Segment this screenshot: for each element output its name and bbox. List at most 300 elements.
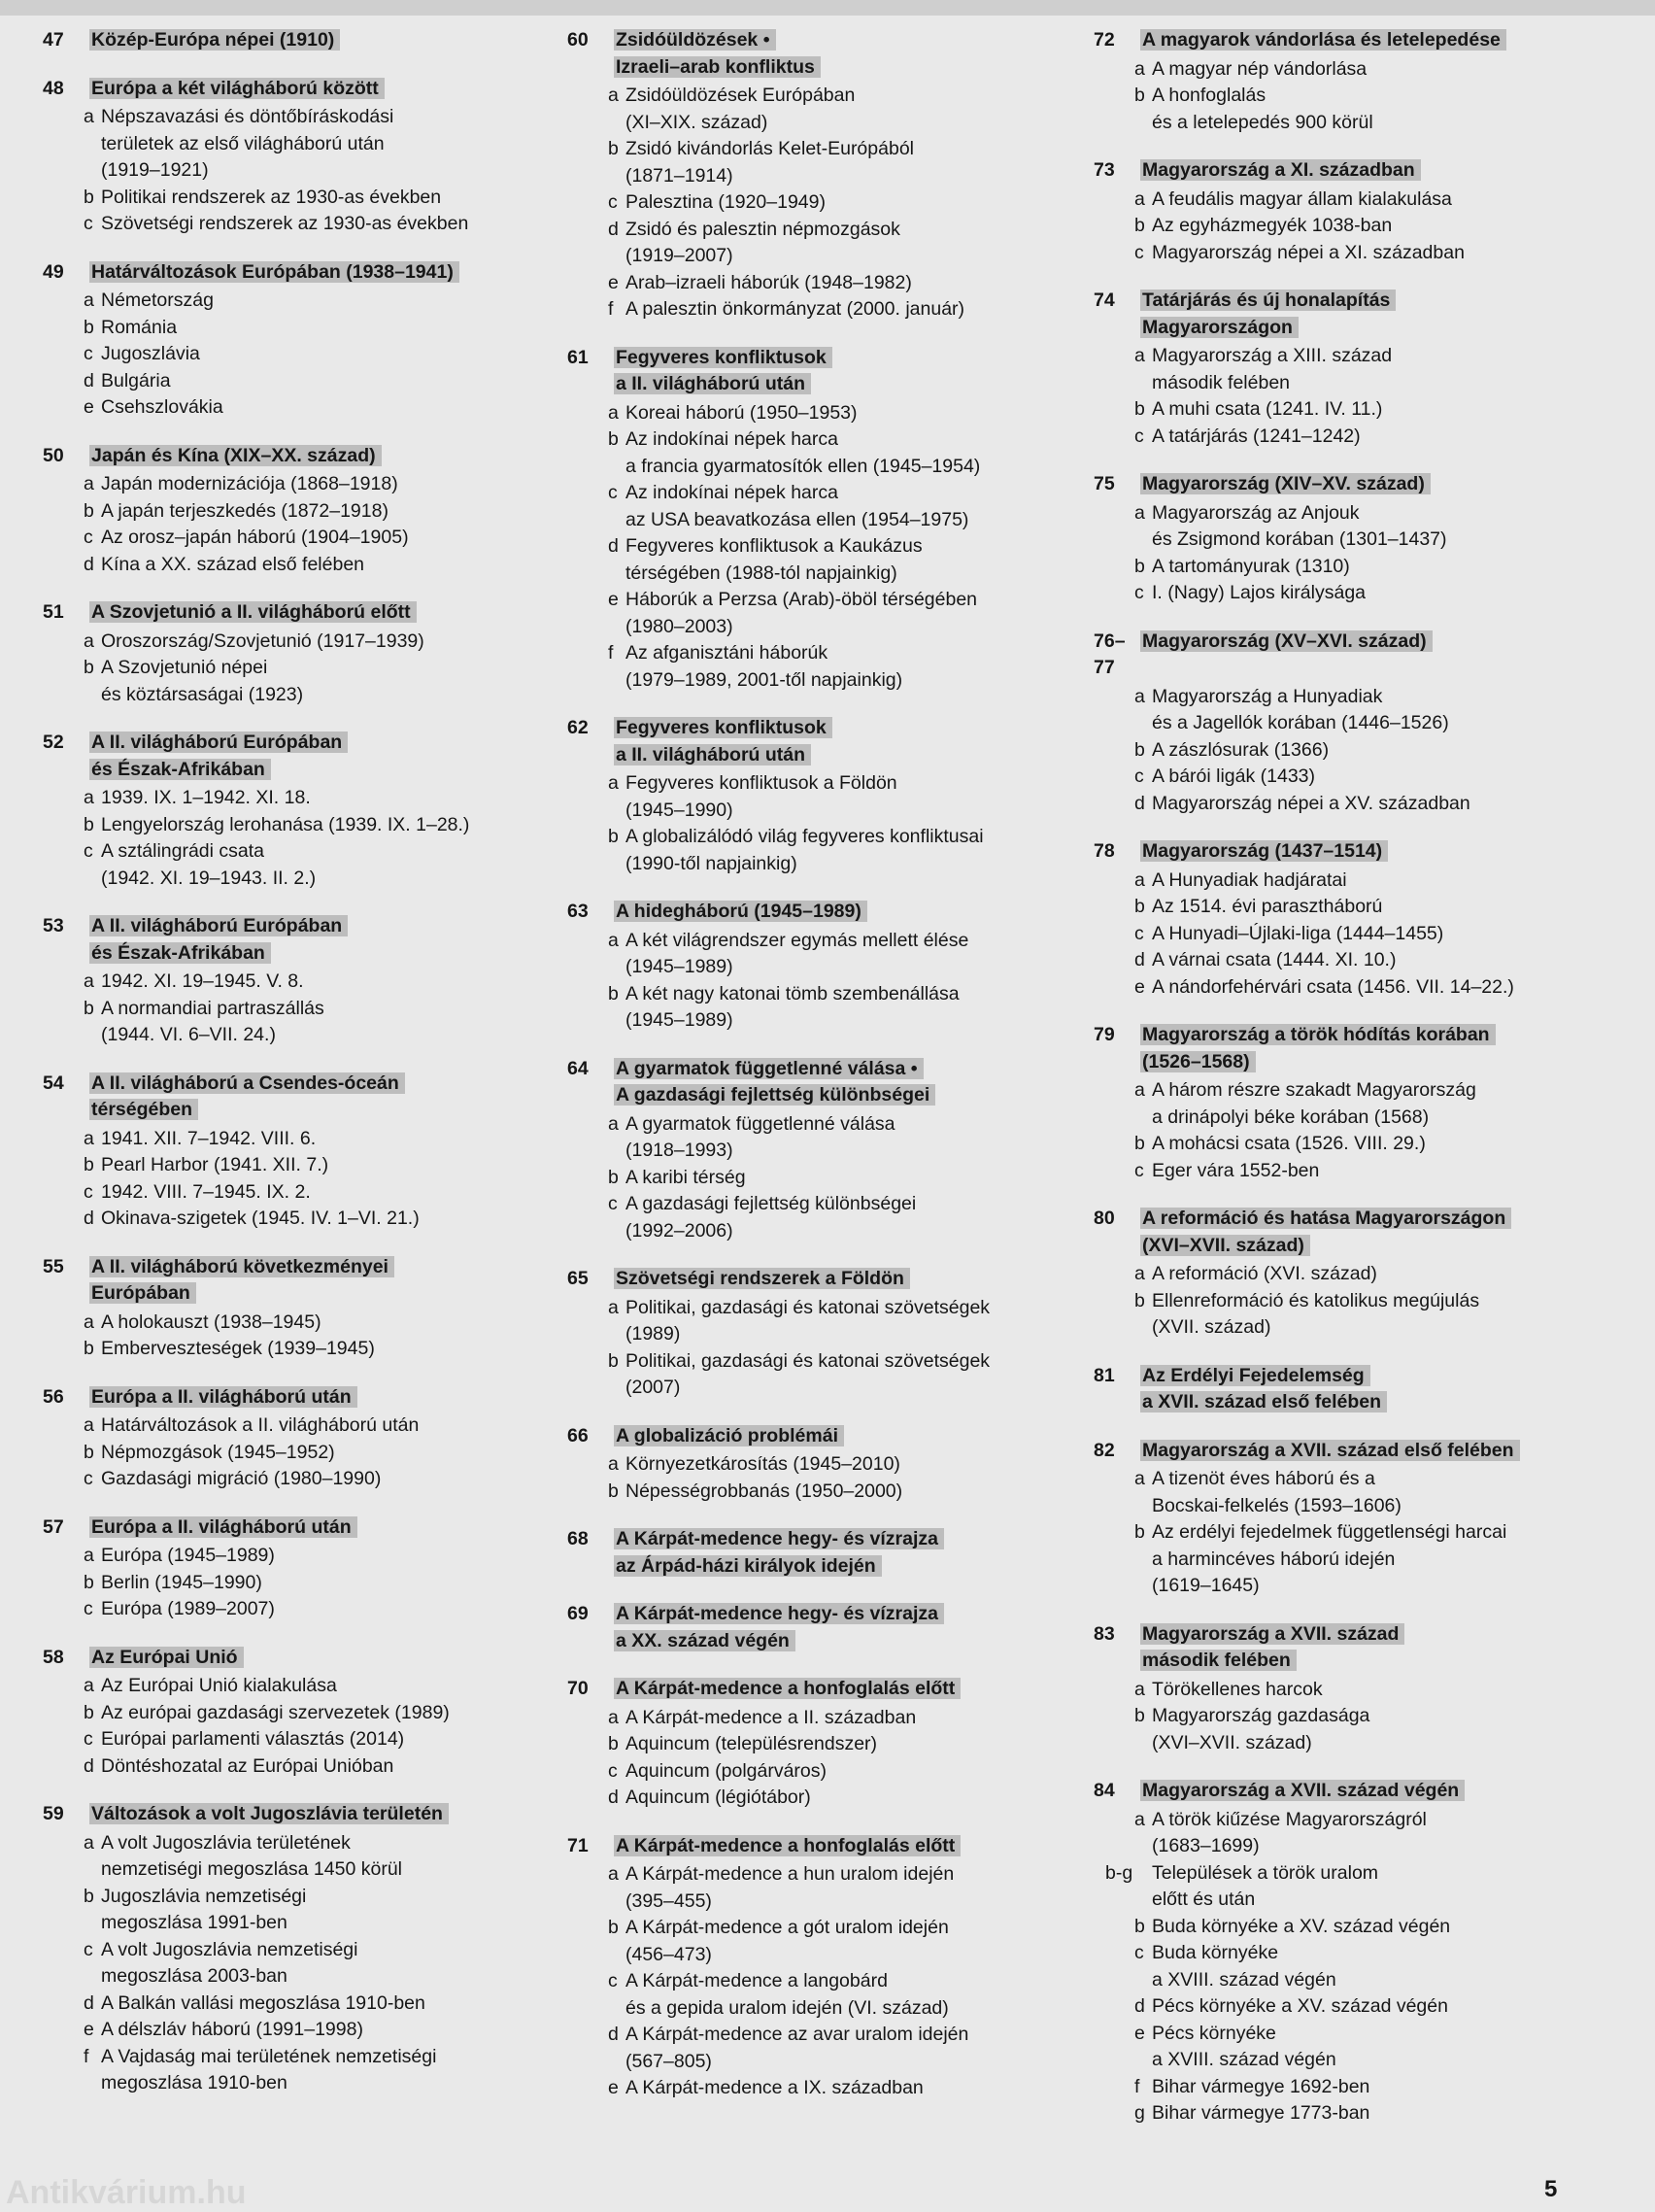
map-entry — [29, 1937, 554, 1991]
map-entry — [29, 394, 554, 422]
map-entry-line: (1919–2007) — [625, 245, 733, 266]
map-entry-letter: b — [84, 1885, 94, 1907]
section-title-text: A II. világháború a Csendes-óceán — [89, 1072, 405, 1094]
section-title-line — [89, 599, 417, 627]
map-entry-letter: b — [608, 1917, 619, 1938]
section-title — [614, 1526, 944, 1580]
map-entry-letter: a — [1134, 57, 1145, 80]
map-entry-text — [101, 1179, 311, 1207]
map-entry-letter: b — [84, 499, 94, 522]
map-entry-line: Az afganisztáni háborúk — [625, 642, 828, 664]
map-entry — [1080, 1077, 1624, 1131]
section-title-line — [89, 730, 348, 757]
map-entry-letter: c — [1134, 1942, 1144, 1963]
map-entry-text — [625, 824, 984, 877]
map-entry-letter: a — [84, 1545, 94, 1566]
map-entry-text — [1152, 921, 1443, 948]
map-entry — [1080, 1703, 1624, 1756]
map-entry — [29, 368, 554, 395]
top-strip — [0, 0, 1655, 16]
contents-section — [554, 1833, 1083, 2102]
map-entry-text — [625, 1479, 902, 1506]
map-entry-text — [101, 969, 304, 996]
map-entry-line: Arab–izraeli háborúk (1948–1982) — [625, 271, 912, 293]
section-title — [89, 599, 417, 627]
map-entry-letter: d — [84, 1208, 94, 1229]
map-entry-letter: b — [84, 1701, 94, 1723]
map-entry — [554, 270, 1083, 297]
map-entry-text — [1152, 1131, 1426, 1158]
map-entry-line: Politikai, gazdasági és katonai szövetségek — [625, 1349, 991, 1372]
section-title-line — [1140, 1022, 1496, 1049]
map-entry — [554, 1451, 1083, 1479]
map-entry-line: Az erdélyi fejedelmek függetlenségi harcai — [1152, 1521, 1507, 1543]
map-entry-letter: a — [608, 401, 619, 424]
contents-section — [554, 345, 1083, 695]
map-entry-line: megoszlása 2003-ban — [101, 1965, 287, 1987]
contents-section — [1080, 1778, 1624, 2127]
map-entry-line: Pécs környéke — [1152, 2022, 1276, 2044]
section-title-line — [89, 1071, 405, 1098]
map-entry-line: A magyar nép vándorlása — [1152, 57, 1368, 80]
section-header — [554, 1423, 1083, 1450]
map-entry-line: I. (Nagy) Lajos királysága — [1152, 582, 1367, 603]
map-entry — [1080, 240, 1624, 267]
map-entry-line: Pécs környéke a XV. század végén — [1152, 1995, 1448, 2017]
section-title-line — [614, 1423, 844, 1450]
map-entry-text — [101, 1336, 375, 1363]
section-header — [554, 1056, 1083, 1109]
section-number: 80 — [1094, 1208, 1115, 1229]
section-title-line — [614, 1082, 935, 1109]
map-entry — [554, 928, 1083, 981]
map-entry-letter: a — [84, 630, 94, 652]
map-entry-line: és a gepida uralom idején (VI. század) — [625, 1996, 949, 2019]
map-entry-text — [625, 928, 968, 981]
map-entry — [1080, 424, 1624, 451]
map-entry-letter: c — [84, 1598, 93, 1619]
section-number: 75 — [1094, 473, 1115, 494]
section-title — [89, 1645, 244, 1672]
map-entry-text — [101, 1937, 357, 1991]
map-entry-text — [625, 2075, 924, 2102]
map-entry-line: A tatárjárás (1241–1242) — [1152, 425, 1361, 447]
section-title — [89, 1514, 357, 1542]
section-title-line — [1140, 1233, 1511, 1260]
section-header — [1080, 1022, 1624, 1075]
map-entry — [554, 640, 1083, 694]
watermark-text: Antikvárium.hu — [6, 2174, 247, 2211]
map-entry-line: térségében (1988-tól napjainkig) — [625, 562, 897, 584]
map-entry-line: Népességrobbanás (1950–2000) — [625, 1480, 903, 1502]
map-entry — [1080, 1131, 1624, 1158]
map-entry-text — [1152, 1677, 1323, 1704]
page-number: 5 — [1544, 2176, 1558, 2202]
map-entry — [29, 2017, 554, 2044]
map-entry — [29, 785, 554, 812]
section-title — [89, 443, 382, 470]
map-entry-text — [625, 1915, 949, 1968]
map-entry-text — [101, 812, 469, 839]
map-entry-line: A Kárpát-medence a II. században — [625, 1706, 917, 1728]
map-entry-text — [101, 1884, 306, 1937]
map-entry-line: Európa (1945–1989) — [101, 1545, 275, 1566]
contents-section — [29, 1254, 554, 1363]
section-number: 49 — [43, 260, 64, 283]
section-title-text: A magyarok vándorlása és letelepedése — [1140, 29, 1506, 51]
map-entry — [554, 533, 1083, 587]
map-entry-letter: a — [84, 473, 94, 494]
map-entry-letter: b — [1134, 1915, 1145, 1937]
map-entry-letter: d — [608, 218, 619, 240]
map-entry-text — [101, 552, 364, 579]
section-title — [89, 1801, 449, 1828]
map-entry-text — [101, 1830, 402, 1884]
map-entry-text — [625, 296, 964, 323]
map-entry-line: Zsidóüldözések Európában — [625, 85, 856, 106]
map-entry — [29, 629, 554, 656]
section-number: 73 — [1094, 159, 1115, 181]
section-title-line — [89, 1280, 394, 1308]
map-entry-letter: c — [1134, 425, 1144, 447]
section-title-text: A Kárpát-medence hegy- és vízrajza — [614, 1603, 944, 1624]
contents-section — [29, 1645, 554, 1781]
map-entry-text — [101, 1412, 419, 1440]
map-entry-letter: c — [1134, 582, 1144, 603]
section-header — [29, 1801, 554, 1828]
section-title-line — [1140, 1206, 1511, 1233]
map-entry-text — [625, 1731, 877, 1758]
section-title — [614, 715, 832, 768]
map-entry-line: területek az első világháború után — [101, 132, 385, 154]
map-entry — [554, 1731, 1083, 1758]
map-entry-line: (1990-től napjainkig) — [625, 852, 797, 874]
map-entry-line: megoszlása 1991-ben — [101, 1912, 287, 1933]
map-entry — [554, 480, 1083, 533]
section-title-text: Magyarország a XVII. század első felében — [1140, 1440, 1520, 1461]
map-entry-letter: a — [84, 1831, 94, 1854]
section-title — [89, 76, 385, 103]
section-title-text: A II. világháború következményei — [89, 1256, 394, 1277]
section-header — [29, 27, 554, 54]
section-title-text: Magyarországon — [1140, 317, 1299, 338]
map-entry-line: (1942. XI. 19–1943. II. 2.) — [101, 867, 317, 889]
map-entry-text — [1152, 343, 1392, 396]
map-entry — [1080, 947, 1624, 974]
contents-section — [29, 1071, 554, 1233]
section-header — [29, 599, 554, 627]
section-title — [89, 913, 348, 967]
map-entry — [1080, 500, 1624, 554]
section-title-line — [614, 1833, 961, 1860]
map-entry — [554, 1785, 1083, 1812]
map-entry-text — [1152, 187, 1452, 214]
section-header — [554, 1833, 1083, 1860]
map-entry-line: Bihar vármegye 1692-ben — [1152, 2075, 1370, 2097]
section-title-text: A reformáció és hatása Magyarországon — [1140, 1208, 1511, 1229]
map-entry-line: Bihar vármegye 1773-ban — [1152, 2102, 1370, 2124]
map-entry-text — [101, 996, 324, 1049]
map-entry-line: A délszláv háború (1991–1998) — [101, 2019, 363, 2040]
map-entry-letter: a — [608, 1706, 619, 1728]
contents-section — [29, 76, 554, 238]
section-header — [29, 443, 554, 470]
section-title-line — [89, 1384, 357, 1412]
map-entry-text — [101, 1726, 404, 1753]
section-number: 72 — [1094, 29, 1115, 51]
map-entry — [1080, 684, 1624, 737]
map-entry-letter: a — [608, 1296, 619, 1318]
map-entry-line: A bárói ligák (1433) — [1152, 766, 1316, 787]
map-entry-letter: a — [1134, 187, 1145, 210]
map-entry — [29, 1700, 554, 1727]
section-title-text: Változások a volt Jugoszlávia területén — [89, 1803, 449, 1824]
map-entry-text — [1152, 396, 1382, 424]
map-entry-text — [625, 1111, 895, 1165]
map-entry-letter: b — [608, 1733, 619, 1754]
section-header — [29, 1384, 554, 1412]
section-title-line — [614, 1056, 935, 1083]
map-entry-line: Politikai rendszerek az 1930-as években — [101, 186, 442, 208]
section-title — [1140, 471, 1431, 498]
map-entry-line: Az Európai Unió kialakulása — [101, 1675, 337, 1696]
section-title-line — [614, 1676, 961, 1703]
map-entry — [29, 1126, 554, 1153]
map-entry-text — [101, 498, 388, 526]
map-entry — [554, 426, 1083, 480]
map-entry-line: Törökellenes harcok — [1152, 1678, 1323, 1700]
map-entry — [1080, 1158, 1624, 1185]
contents-section — [1080, 1022, 1624, 1184]
contents-section — [554, 1423, 1083, 1506]
map-entry-line: A gazdasági fejlettség különbségei — [625, 1193, 917, 1214]
map-entry-line: (1945–1990) — [625, 799, 733, 821]
section-header — [554, 1601, 1083, 1654]
map-entry-line: A Kárpát-medence a hun uralom idején — [625, 1863, 955, 1885]
map-entry — [554, 1348, 1083, 1402]
map-entry — [554, 824, 1083, 877]
map-entry-line: (1992–2006) — [625, 1219, 733, 1242]
section-title — [614, 1833, 961, 1860]
section-number: 78 — [1094, 840, 1115, 862]
map-entry — [554, 1915, 1083, 1968]
map-entry-letter: c — [84, 1938, 93, 1960]
section-number: 70 — [567, 1678, 589, 1699]
map-entry — [29, 498, 554, 526]
map-entry-line: (1979–1989, 2001-től napjainkig) — [625, 668, 903, 691]
section-header — [1080, 1621, 1624, 1675]
map-entry-letter: d — [1134, 792, 1145, 814]
section-title — [89, 730, 348, 783]
section-number: 83 — [1094, 1622, 1115, 1645]
map-entry-line: 1941. XII. 7–1942. VIII. 6. — [101, 1127, 317, 1149]
section-title-line — [89, 259, 459, 287]
map-entry-text — [1152, 1993, 1448, 2021]
map-entry-text — [1152, 500, 1447, 554]
map-entry-line: Lengyelország lerohanása (1939. IX. 1–28.) — [101, 813, 470, 835]
map-entry-line: előtt és után — [1152, 1889, 1256, 1910]
map-entry-text — [625, 136, 914, 189]
section-title-text: Az Erdélyi Fejedelemség — [1140, 1365, 1370, 1386]
map-entry-letter: b — [84, 1571, 94, 1593]
map-entry-letter: a — [84, 1414, 94, 1436]
section-title-line — [1140, 1363, 1387, 1390]
map-entry-line: az USA beavatkozása ellen (1954–1975) — [625, 508, 969, 530]
map-entry-line: Politikai, gazdasági és katonai szövetségek — [625, 1296, 991, 1318]
map-entry-text — [625, 1785, 811, 1812]
contents-section — [29, 913, 554, 1049]
map-entry-text — [101, 1596, 275, 1623]
map-entry-line: Románia — [101, 316, 178, 338]
section-number: 64 — [567, 1057, 589, 1079]
map-entry-letter: d — [1134, 949, 1145, 970]
section-title-text: a XVII. század első felében — [1140, 1391, 1387, 1412]
contents-section — [1080, 1206, 1624, 1342]
map-entry — [554, 83, 1083, 136]
section-title-text: A II. világháború Európában — [89, 732, 348, 753]
map-entry-letter: e — [608, 589, 619, 610]
map-entry-line: (1683–1699) — [1152, 1835, 1260, 1856]
map-entry-line: Jugoszlávia nemzetiségi — [101, 1885, 307, 1907]
map-entry — [29, 1152, 554, 1179]
map-entry — [1080, 1261, 1624, 1288]
section-title — [1140, 27, 1506, 54]
section-title — [614, 1266, 910, 1293]
map-entry-text — [625, 1295, 990, 1348]
section-title-text: A hidegháború (1945–1989) — [614, 901, 867, 922]
map-entry-line: A Kárpát-medence a langobárd — [625, 1970, 888, 1991]
map-entry — [29, 1466, 554, 1493]
map-entry-line: A volt Jugoszlávia területének — [101, 1831, 351, 1854]
contents-section — [1080, 157, 1624, 266]
map-entry-text — [1152, 1077, 1476, 1131]
map-entry-text — [101, 525, 409, 552]
map-entry-text — [101, 185, 441, 212]
section-number: 79 — [1094, 1024, 1115, 1045]
map-entry-line: Japán modernizációja (1868–1918) — [101, 473, 398, 494]
section-title-line — [1140, 838, 1388, 866]
map-entry-letter: a — [608, 1112, 619, 1135]
map-entry-line: Zsidó és palesztin népmozgások — [625, 218, 900, 240]
section-title-line — [89, 27, 340, 54]
section-title-text: A Szovjetunió a II. világháború előtt — [89, 601, 417, 623]
map-entry-letter: b — [1134, 398, 1145, 420]
section-title-text: Magyarország (XIV–XV. század) — [1140, 473, 1431, 494]
map-entry-line: A két világrendszer egymás mellett élése — [625, 929, 969, 951]
map-entry-letter: b — [608, 1166, 619, 1188]
section-title-text: Magyarország a XI. században — [1140, 159, 1421, 181]
map-entry-line: (1945–1989) — [625, 956, 733, 977]
map-entry-line: Pearl Harbor (1941. XII. 7.) — [101, 1154, 329, 1175]
map-entry-letter: b — [1134, 896, 1145, 917]
map-entry-text — [1152, 737, 1329, 765]
map-entry — [1080, 1860, 1624, 1914]
map-entry — [29, 838, 554, 892]
map-entry-letter: b — [84, 1338, 94, 1359]
map-entry-line: Németország — [101, 289, 214, 311]
map-entry-text — [1152, 1158, 1319, 1185]
map-entry-letter: b — [1134, 215, 1145, 236]
map-entry-line: A sztálingrádi csata — [101, 840, 265, 862]
map-entry-line: A Szovjetunió népei — [101, 657, 268, 678]
map-entry-letter: d — [84, 369, 94, 391]
map-entry-letter: a — [1134, 1808, 1145, 1830]
map-entry — [554, 770, 1083, 824]
section-title-text: Szövetségi rendszerek a Földön — [614, 1268, 910, 1289]
section-title-text: Izraeli–arab konfliktus — [614, 56, 821, 78]
map-entry — [29, 996, 554, 1049]
map-entry-text — [625, 1451, 900, 1479]
map-entry-letter: e — [608, 271, 619, 293]
section-header — [1080, 288, 1624, 341]
map-entry-letter: a — [1134, 1678, 1145, 1700]
section-number: 59 — [43, 1803, 64, 1824]
section-title-line — [614, 1601, 944, 1628]
map-entry-letter: d — [84, 1754, 94, 1777]
map-entry-line: Buda környéke — [1152, 1942, 1279, 1963]
map-entry-line: A Kárpát-medence a gót uralom idején — [625, 1917, 949, 1938]
section-header — [554, 1266, 1083, 1293]
section-header — [29, 1071, 554, 1124]
map-entry-text — [625, 400, 858, 427]
map-entry-text — [1152, 1703, 1369, 1756]
section-title — [89, 1384, 357, 1412]
map-entry-line: a francia gyarmatosítók ellen (1945–1954) — [625, 455, 981, 477]
map-entry-line: Fegyveres konfliktusok a Földön — [625, 772, 897, 794]
section-title — [614, 1423, 844, 1450]
section-title-line — [614, 899, 867, 926]
section-title-text: az Árpád-házi királyok idején — [614, 1555, 882, 1577]
map-entry-text — [101, 341, 200, 368]
map-entry — [29, 1596, 554, 1623]
map-entry — [1080, 2074, 1624, 2101]
map-entry-line: 1942. VIII. 7–1945. IX. 2. — [101, 1180, 311, 1203]
map-entry-text — [1152, 56, 1367, 84]
map-entry — [554, 1295, 1083, 1348]
section-title-text: Európa a II. világháború után — [89, 1386, 357, 1408]
map-entry-letter: f — [608, 298, 614, 320]
map-entry — [29, 1206, 554, 1233]
map-entry-letter: a — [84, 970, 94, 992]
map-entry-line: Eger vára 1552-ben — [1152, 1159, 1320, 1181]
map-entry-letter: b — [1134, 555, 1145, 577]
map-entry-letter: a — [84, 289, 94, 311]
map-entry-letter: e — [84, 396, 94, 418]
section-title-text: Magyarország (XV–XVI. század) — [1140, 630, 1433, 652]
map-entry-text — [101, 1440, 335, 1467]
map-entry-line: a XVIII. század végén — [1152, 2049, 1336, 2070]
map-entry — [29, 812, 554, 839]
section-title-line — [89, 76, 385, 103]
section-header — [1080, 157, 1624, 185]
map-entry-letter: b — [1134, 1521, 1145, 1543]
map-entry-text — [101, 1466, 381, 1493]
section-title — [1140, 1621, 1404, 1675]
map-entry-line: Környezetkárosítás (1945–2010) — [625, 1453, 900, 1475]
contents-section — [554, 1526, 1083, 1580]
map-entry-letter: b — [1134, 1705, 1145, 1726]
map-entry-letter: b — [608, 428, 619, 450]
section-header — [1080, 27, 1624, 54]
map-entry-text — [101, 1991, 425, 2018]
map-entry-line: Népszavazási és döntőbíráskodási — [101, 106, 394, 127]
map-entry-letter: b — [84, 316, 94, 338]
section-title-line — [89, 1645, 244, 1672]
map-entry-text — [101, 1310, 321, 1337]
section-title-text: Európa a II. világháború után — [89, 1516, 357, 1538]
map-entry-line: A zászlósurak (1366) — [1152, 738, 1330, 761]
map-entry — [29, 288, 554, 315]
